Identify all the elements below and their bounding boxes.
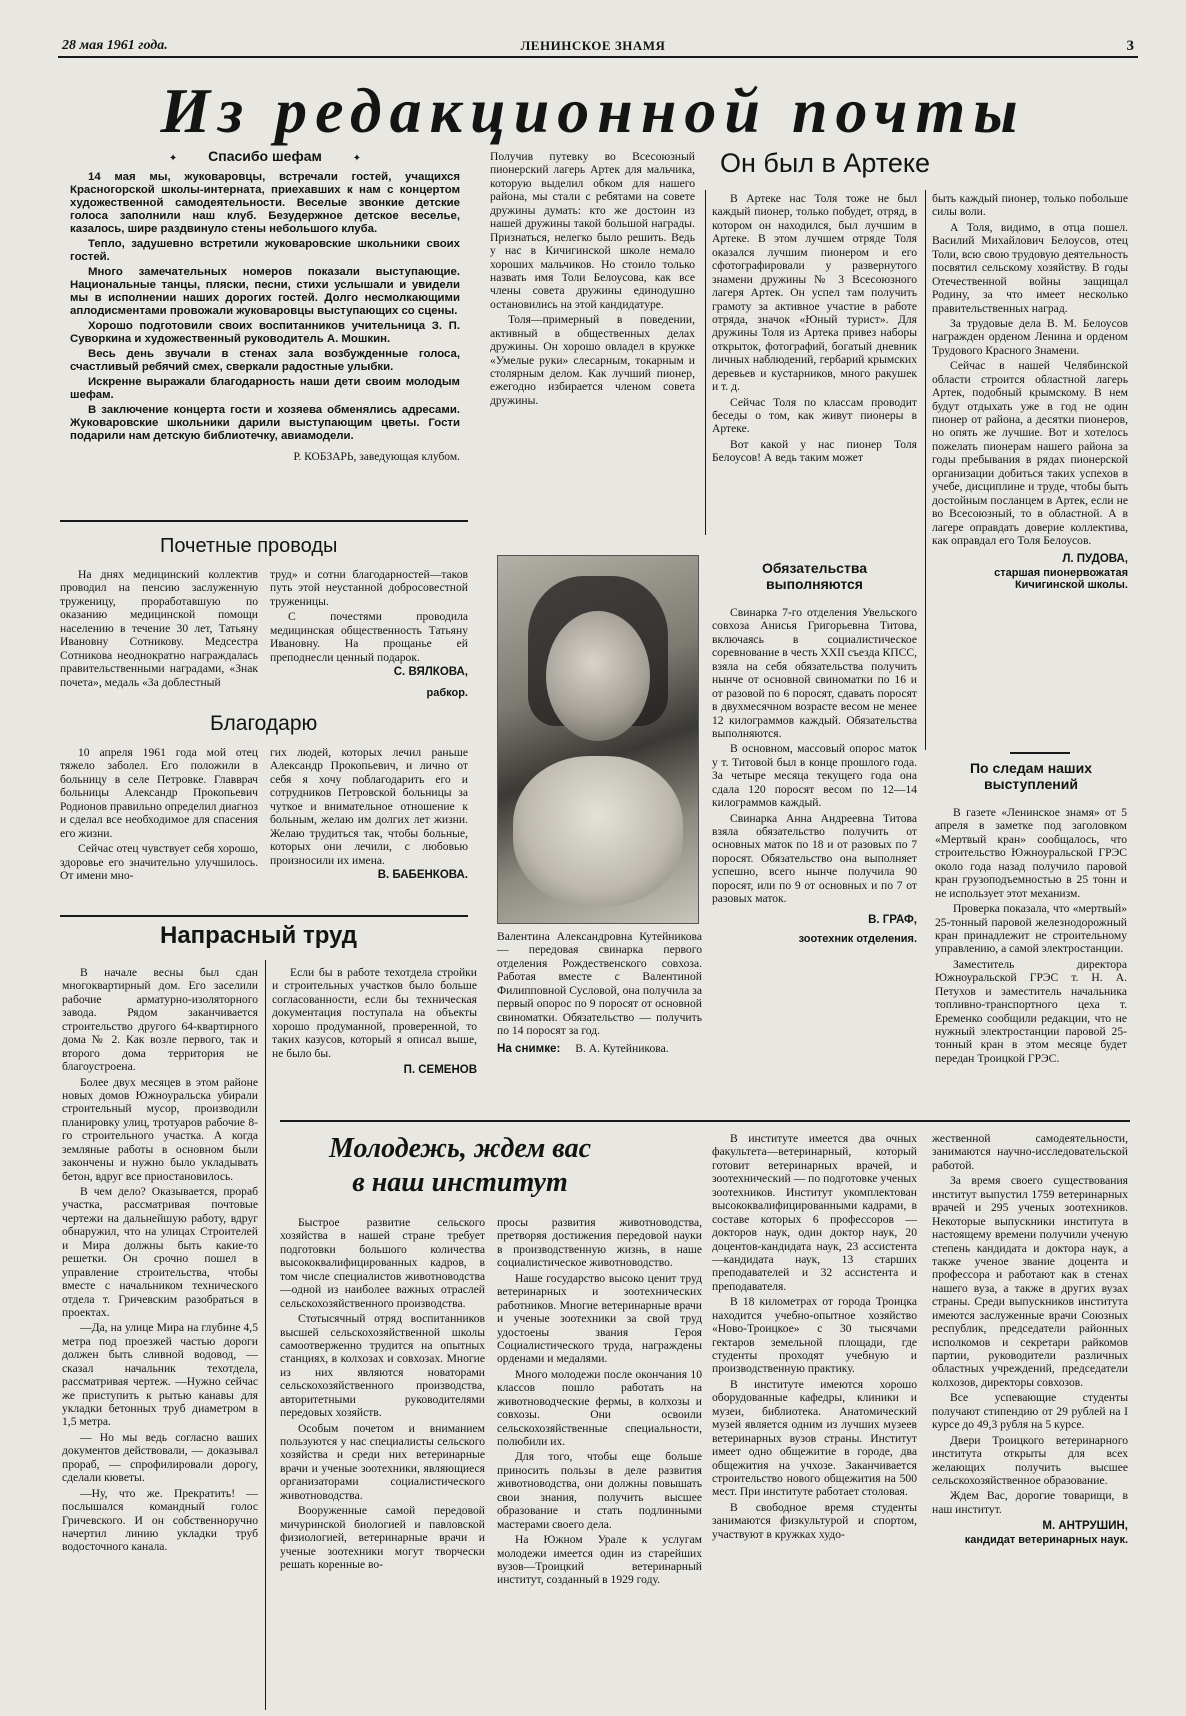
paragraph: Свинарка 7-го отделения Увельского совхоза Анисья Григорьевна Титова, включаясь в социалистическое соревнование в честь XXII съезда КПСС, взяла на себя обязательства получить нынче от основной свиноматки по 16 и от разовой по 6 поросят, сдавать поросят в двухмесячном возрасте весом не менее 12 килограммов каждый. Обязательства выполняются. [712, 606, 917, 740]
photo-credit [497, 1042, 702, 1055]
artek-signature: Л. ПУДОВА, [1062, 553, 1128, 566]
paragraph: 10 апреля 1961 года мой отец тяжело заболел. Его положили в больницу в селе Петровке. Главврач больницы Александр Прокопьевич Родионов правильно определил диагноз и сделал все необходимое для спасения его жизни. [60, 746, 258, 840]
shefam-signature: Р. КОБЗАРЬ, заведующая клубом. [293, 450, 460, 463]
institut-col1 [280, 1216, 485, 1573]
paragraph: В институте имеется два очных факультета—ветеринарный, который готовит ветеринарных врачей, и зоотехнический — по подготовке ученых зоотехников. Институт укомплектован высококвалифицированными кадрами, в составе которых 6 профессоров — докторов наук, один доктор наук, 20 доцентов-кандидата наук, 23 ассистента—кандидата наук, 13 старших преподавателей и 32 ассистента и преподавателя. [712, 1132, 917, 1293]
paragraph: Тепло, задушевно встретили жуковаровские школьники своих гостей. [70, 237, 460, 263]
section-banner: Из редакционной почты [160, 75, 1026, 146]
photo-face [546, 611, 650, 741]
blagodaryu-title: Благодарю [210, 712, 318, 735]
paragraph: Свинарка Анна Андреевна Титова взяла обязательство получить от основных маток по 18 и от разовых по 7 поросят. Обязательство она выполняет успешно, всего нынче получила 90 поросят, или по 9 от основных и по 7 от разовых маток. [712, 811, 917, 906]
blagodaryu-col2 [270, 746, 468, 882]
paragraph: труд» и сотни благодарностей—таков путь этой неустанной добросовестной труженицы. [270, 568, 468, 608]
divider [280, 1120, 1130, 1122]
sledam-title: По следам наших выступлений [969, 760, 1092, 793]
paragraph: Более двух месяцев в этом районе новых домов Южноуральска убирали строительный мусор, производили планировку улиц, тротуаров рабочие 8-го строительного участка. А когда земляные работы в основном были закончены и нужно было укладывать бетон, вдруг все приостановилось. [62, 1075, 258, 1183]
credit-name: В. А. Кутейникова. [575, 1041, 669, 1055]
institut-title [280, 1132, 640, 1199]
paragraph: В Артеке нас Толя тоже не был каждый пионер, только побудет, отряд, в котором он находился, был лучшим в Артеке. В этом лучшем отряде Толя оказался лучшим пионером и его сфотографировали у развернутого знамени дружины № 3 Всесоюзного лагеря Артек. Он успел там получить грамоту за активное участие в работе отряда, значок «Юный турист». Для дружины Толя из Артека привез наборы открыток, фотографий, богатый дневник личных наблюдений, гербарий крымских деревьев и кустарников, много ракушек и т. д. [712, 192, 917, 394]
provody-signature-title: рабкор. [426, 687, 468, 700]
paragraph: Искренне выражали благодарность наши дети своим молодым шефам. [70, 375, 460, 401]
naprasny-signature: П. СЕМЕНОВ [403, 1064, 477, 1077]
photo-caption [497, 930, 702, 1055]
paragraph: В чем дело? Оказывается, прораб участка, рассматривая почтовые чертежи на дальнейшую работу, вдруг обнаружил, что на улицах Строителей и Мира должны быть какие-то решетки. Он срочно пошел в управление строительства, чтобы вместе с начальником технического отдела т. Гричевским разобраться в проектах. [62, 1185, 258, 1319]
artek-col1 [490, 150, 695, 409]
star-icon: ✦ [168, 153, 178, 164]
paragraph: Много молодежи после окончания 10 классов пошло работать на животноводческие фермы, в колхозы и совхозы. Они освоили сельскохозяйственные специальности, полюбили их. [497, 1367, 702, 1448]
shefam-title: Спасибо шефам [208, 148, 322, 164]
paragraph: Стотысячный отряд воспитанников высшей сельскохозяйственной школы самоотверженно трудится на опытных станциях, в колхозах и совхозах. Многие из них являются новаторами сельскохозяйственного производства, авторитетными руководителями передовых хозяйств. [280, 1312, 485, 1420]
paragraph: Сейчас Толя по классам проводит беседы о том, как живут пионеры в Артеке. [712, 395, 917, 436]
paragraph: В основном, массовый опорос маток у т. Титовой был в конце прошлого года. За четыре месяца текущего года она сдала 120 поросят весом по 12—14 килограммов каждый. [712, 742, 917, 810]
paragraph: В свободное время студенты занимаются физкультурой и спортом, участвуют в кружках худо- [712, 1500, 917, 1541]
paragraph: В заключение концерта гости и хозяева обменялись адресами. Жуковаровские школьники дарили выступающим цветы. Гости подарили нам детскую библиотечку, авиамодели. [70, 403, 460, 442]
institut-col4 [932, 1132, 1128, 1546]
institut-col2 [497, 1216, 702, 1589]
star-icon: ✦ [352, 153, 362, 164]
masthead-rule [58, 56, 1138, 58]
obyaz-body [712, 606, 917, 946]
paragraph: Быстрое развитие сельского хозяйства в нашей стране требует подготовки большого количества высококвалифицированных кадров, в том числе специалистов животноводства—одной из наиболее важных отраслей сельскохозяйственного производства. [280, 1216, 485, 1310]
paragraph: В газете «Ленинское знамя» от 5 апреля в заметке под заголовком «Мертвый кран» сообщалось, что строительство Южноуральской ГРЭС около года назад получило паровой кран грузоподъемностью в 25 тонн и не использует этот механизм. [935, 806, 1127, 900]
shefam-heading [70, 148, 460, 165]
paragraph: Заместитель директора Южноуральской ГРЭС т. Н. А. Петухов и заместитель начальника топливно-транспортного цеха т. Еременко сообщили редакции, что не нужный электростанции паровой 25-тонный кран в этом месяце будет передан Троицкой ГРЭС. [935, 957, 1127, 1065]
paragraph: Толя—примерный в поведении, активный в общественных делах дружины. Он хорошо овладел в кружке «Умелые руки» слесарным, токарным и столярным делом. Как лучший пионер, ежегодно избирается членом совета дружины. [490, 313, 695, 407]
artek-col3 [932, 192, 1128, 592]
institut-title-line1: Молодежь, ждем вас [328, 1133, 592, 1164]
shefam-body [70, 171, 460, 443]
paragraph: гих людей, которых лечил раньше Александр Прокопьевич, и лично от себя я хочу поблагодарить его и сотрудников Петровской больницы за чуткое и внимательное отношение к больным, желаю им долгих лет жизни. Желаю трудиться так, чтобы больные, которых они лечили, с любовью произносили их имена. [270, 746, 468, 867]
naprasny-col2 [272, 966, 477, 1077]
provody-col2 [270, 568, 468, 700]
artek-title: Он был в Артеке [720, 148, 931, 178]
shefam-article [70, 148, 460, 464]
paragraph: Много замечательных номеров показали выступающие. Национальные танцы, пляски, песни, стихи услышали и увидели мы в исполнении наших дорогих гостей. Долго несмолкающими аплодисментами провожали жуковаровцы выступающих со сцены. [70, 265, 460, 317]
portrait-photo [497, 555, 699, 924]
sledam-body [935, 806, 1127, 1067]
paragraph: За время своего существования институт выпустил 1759 ветеринарных врачей и 295 ученых зоотехников. Некоторые выпускники института в настоящему времени получили ученую степень кандидата и доктора наук, а также ученое звание доцента и профессора и работают как в стенах нашего вуза, а также в других вузах страны. Среди выпускников института имеются заслуженные врачи Союзных республик, председатели районных исполкомов и секретари райкомов партии, руководители различных областных учреждений, председатели колхозов, директоры совхозов. [932, 1174, 1128, 1389]
page-number: 3 [1126, 38, 1134, 54]
paragraph: Сейчас в нашей Челябинской области строится областной лагерь Артек, подобный крымскому. В нем будут отдыхать уже в год не один пионер от района, а десятки пионеров, но опять же лучшие. Вот и хотелось пожелать пионерам нашего района за годы пребывания в рядах пионерской организации добиться таких успехов в учебе, дисциплине и труде, чтобы быть достойным посланцем в Артек, если не во Всесоюзный, то в областной. А в лагере оправдать доверие коллектива, как оправдал его Толя Белоусов. [932, 359, 1128, 547]
divider [60, 520, 468, 522]
paragraph: Вот какой у нас пионер Толя Белоусов! А ведь таким может [712, 437, 917, 465]
divider [60, 915, 468, 917]
artek-col2 [712, 192, 917, 467]
paragraph: С почестями проводила медицинская общественность Татьяну Ивановну. На прощанье ей преподнесли ценный подарок. [270, 610, 468, 664]
institut-title-line2: в наш институт [352, 1166, 568, 1198]
paragraph: Наше государство высоко ценит труд ветеринарных и зоотехнических работников. Многие ветеринарные врачи и ученые зоотехники за свой труд удостоены звания Героя Социалистического труда, награждены орденами и медалями. [497, 1271, 702, 1366]
provody-signature: С. ВЯЛКОВА, [393, 666, 468, 679]
institut-signature-title: кандидат ветеринарных наук. [964, 1533, 1128, 1546]
institut-col3 [712, 1132, 917, 1543]
artek-signature-title: старшая пионервожатая Кичигинской школы. [994, 566, 1128, 592]
paragraph: Проверка показала, что «мертвый» 25-тонный паровой железнодорожный кран принадлежит не строительному управлению, а самой электростанции. [935, 902, 1127, 956]
column-rule [265, 960, 266, 1710]
paragraph: В начале весны был сдан многоквартирный дом. Его заселили рабочие арматурно-изоляторного завода. Рядом заканчивается строительство другого 64-квартирного дома № 2. Как возле первого, так и второго дома территория не благоустроена. [62, 966, 258, 1074]
naprasny-col1 [62, 966, 258, 1556]
paragraph: быть каждый пионер, только побольше силы воли. [932, 192, 1128, 219]
obyaz-signature: В. ГРАФ, [868, 913, 917, 926]
column-rule [705, 190, 706, 535]
provody-col1 [60, 568, 258, 691]
paragraph: На Южном Урале к услугам молодежи имеется один из старейших вузов—Троицкий ветеринарный институт, созданный в 1929 году. [497, 1533, 702, 1587]
issue-date: 28 мая 1961 года. [62, 38, 168, 53]
paragraph: В институте имеются хорошо оборудованные кафедры, клиники и музеи, библиотека. Анатомический музей является одним из лучших музеев ветеринарных вузов страны. Институт имеет одно общежитие в городе, два общежития на учхозе. Заканчивается строительство нового общежития на 500 мест. При институте работает столовая. [712, 1377, 917, 1499]
paragraph: Ждем Вас, дорогие товарищи, в наш институт. [932, 1489, 1128, 1516]
naprasny-title: Напрасный труд [160, 922, 358, 949]
column-rule [925, 190, 926, 750]
caption-text: Валентина Александровна Кутейникова — передовая свинарка первого отделения Рождественского совхоза. Работая вместе с Валентиной Филипповной Сусловой, она получила за первый опорос по 9 поросят от основной свиноматки. Обязательство — получить по 14 поросят за год. [497, 930, 702, 1038]
obyaz-title: Обязательства выполняются [761, 560, 868, 593]
divider [1010, 752, 1070, 754]
paragraph: А Толя, видимо, в отца пошел. Василий Михайлович Белоусов, отец Толи, всю свою трудовую деятельность посвятил сельскому хозяйству. В годы Отечественной войны защищал Родину, за что имеет несколько правительственных наград. [932, 220, 1128, 315]
paragraph: В 18 километрах от города Троицка находится учебно-опытное хозяйство «Ново-Троицкое» с 30 тысячами гектаров земельной площади, где студенты проходят учебную и производственную практику. [712, 1295, 917, 1376]
blagodaryu-col1 [60, 746, 258, 884]
paragraph: На днях медицинский коллектив проводил на пенсию заслуженную труженицу, проработавшую по оказанию медицинской помощи населению в течение 30 лет, Татьяну Ивановну Сотникову. Медсестра Сотникова неоднократно награждалась правительственными наградами, «Знак почета», медаль «За доблестный [60, 568, 258, 689]
photo-piglet [513, 756, 683, 906]
paragraph: 14 мая мы, жуковаровцы, встречали гостей, учащихся Красногорской школы-интерната, приехавших к нам с концертом художественной самодеятельности. Веселые звонкие детские голоса заполнили наш клуб. Безудержное детское веселье, казалось, шире раздвинуло стены небольшого клуба. [70, 170, 460, 235]
institut-signature: М. АНТРУШИН, [1042, 1520, 1128, 1533]
paragraph: Получив путевку во Всесоюзный пионерский лагерь Артек для мальчика, которую выделил обком для нашего района, мы стали с ребятами на совете дружины думать: кто же достоин из нашей дружины такой большой награды. Признаться, нелегко было решить. Ведь у нас в Кичигинской школе немало хороших мальчиков. Но стоило только назвать имя Толи Белоусова, как все члены совета дружины единодушно остановились на этой кандидатуре. [490, 150, 695, 311]
paragraph: — Но мы ведь согласно ваших документов действовали, — доказывал прораб, — спрофилировали дорогу, сделали кюветы. [62, 1430, 258, 1485]
paragraph: просы развития животноводства, претворяя достижения передовой науки в производственную жизнь, в наше социалистическое животноводство. [497, 1216, 702, 1270]
paragraph: Если бы в работе техотдела стройки и строительных участков было больше согласованности, если бы техническая документация поступала на объекты хорошо продуманной, проверенной, то таких казусов, который я описал выше, не было бы. [272, 966, 477, 1060]
paragraph: Особым почетом и вниманием пользуются у нас специалисты сельского хозяйства и среди них ветеринарные врачи и ученые зоотехники, являющиеся организаторами социалистического животноводства. [280, 1421, 485, 1502]
paragraph: Весь день звучали в стенах зала возбужденные голоса, счастливый ребячий смех, сверкали радостные улыбки. [70, 347, 460, 373]
paragraph: За трудовые дела В. М. Белоусов награжден орденом Ленина и орденом Трудового Красного Знамени. [932, 316, 1128, 357]
credit-label: На снимке: [497, 1041, 561, 1055]
paragraph: Для того, чтобы еще больше приносить пользы в деле развития животноводства, они должны повышать свои знания, получить высшее образование и стать подлинными мастерами своего дела. [497, 1450, 702, 1531]
paragraph: жественной самодеятельности, занимаются научно-исследовательской работой. [932, 1132, 1128, 1172]
paragraph: Двери Троицкого ветеринарного института открыты для всех желающих получить высшее сельскохозяйственное образование. [932, 1433, 1128, 1487]
blagodaryu-signature: В. БАБЕНКОВА. [377, 868, 468, 881]
paragraph: Хорошо подготовили своих воспитанников учительница З. П. Суворкина и художественный руководитель А. Мошкин. [70, 319, 460, 345]
paper-name: ЛЕНИНСКОЕ ЗНАМЯ [520, 38, 666, 53]
paragraph: —Да, на улице Мира на глубине 4,5 метра под проезжей частью дороги должен быть сливной водовод, —сказал начальник техотдела, рассматривая чертеж. —Нужно сейчас же приступить к рытью канавы для укладки бетонных труб диаметром в 1,5 метра. [62, 1321, 258, 1429]
paragraph: Сейчас отец чувствует себя хорошо, здоровье его значительно улучшилось. От имени мно- [60, 842, 258, 882]
paragraph: Вооруженные самой передовой мичуринской биологией и павловской физиологией, ветеринарные врачи и ученые зоотехники могут творчески решать коренные во- [280, 1504, 485, 1571]
provody-title: Почетные проводы [160, 535, 338, 557]
obyaz-signature-title: зоотехник отделения. [798, 932, 917, 945]
paragraph: Все успевающие студенты получают стипендию от 29 рублей на I курсе до 49,3 рубля на 5 курсе. [932, 1391, 1128, 1432]
paragraph: —Ну, что же. Прекратить! — послышался командный голос Гричевского. И он собственноручно начертил линию укладки труб водосточного канала. [62, 1486, 258, 1554]
